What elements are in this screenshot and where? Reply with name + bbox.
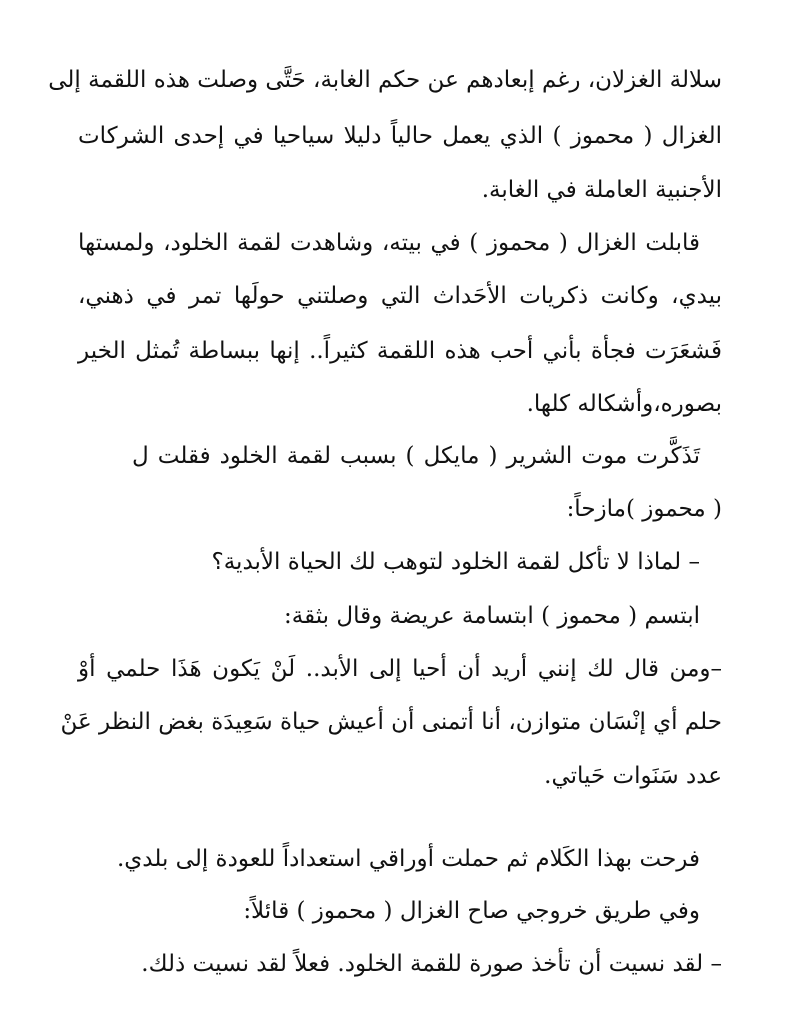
text-line: ( محموز )مازحاً:: [566, 496, 722, 522]
dialogue-line: – لقد نسيت أن تأخذ صورة للقمة الخلود. فعلاً لقد نسيت ذلك.: [141, 951, 722, 977]
dialogue-line: – لماذا لا تأكل لقمة الخلود لتوهب لك الحياة الأبدية؟: [211, 549, 700, 575]
text-line: بيدي، وكانت ذكريات الأحَداث التي وصلتني حولَها تمر في ذهني،: [78, 283, 722, 309]
text-line: سلالة الغزلان، رغم إبعادهم عن حكم الغابة، حَتَّى وصلت هذه اللقمة إلى: [48, 67, 722, 93]
text-line: الغزال ( محموز ) الذي يعمل حالياً دليلا سياحيا في إحدى الشركات: [78, 123, 722, 149]
text-line: فرحت بهذا الكَلام ثم حملت أوراقي استعداداً للعودة إلى بلدي.: [116, 846, 700, 872]
text-line: عدد سَنَوات حَياتي.: [544, 763, 722, 789]
text-line: حلم أي إنْسَان متوازن، أنا أتمنى أن أعيش حياة سَعِيدَة بغض النظر عَنْ: [60, 709, 722, 735]
text-line: وفي طريق خروجي صاح الغزال ( محموز ) قائلاً:: [243, 898, 700, 924]
text-line: قابلت الغزال ( محموز ) في بيته، وشاهدت لقمة الخلود، ولمستها: [78, 230, 700, 256]
text-line: الأجنبية العاملة في الغابة.: [481, 177, 722, 203]
text-line: بصوره،وأشكاله كلها.: [526, 391, 722, 417]
text-line: تَذَكَّرت موت الشرير ( مايكل ) بسبب لقمة الخلود فقلت ل: [132, 443, 700, 469]
dialogue-line: –ومن قال لك إنني أريد أن أحيا إلى الأبد.. لَنْ يَكون هَذَا حلمي أوْ: [78, 656, 722, 682]
text-line: ابتسم ( محموز ) ابتسامة عريضة وقال بثقة:: [283, 603, 700, 629]
text-line: فَشعَرَت فجأة بأني أحب هذه اللقمة كثيراً.. إنها ببساطة تُمثل الخير: [78, 338, 722, 364]
